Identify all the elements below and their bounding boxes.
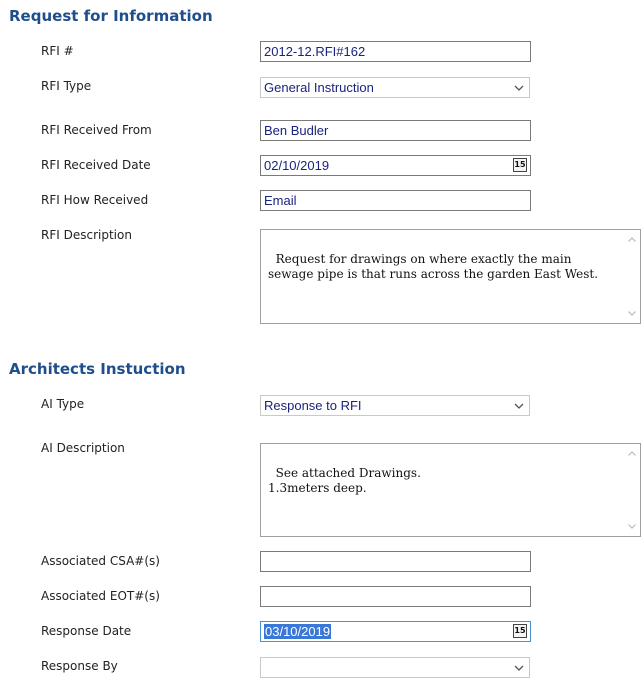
ai-type-select[interactable] (260, 395, 530, 416)
ai-description-textarea[interactable] (260, 443, 641, 537)
rfi-type-select[interactable] (260, 77, 530, 98)
rfi-received-from-label: RFI Received From (41, 123, 152, 137)
rfi-number-label: RFI # (41, 44, 74, 58)
rfi-received-date-field[interactable] (260, 155, 531, 176)
rfi-received-date-label: RFI Received Date (41, 158, 151, 172)
rfi-description-textarea[interactable] (260, 229, 641, 324)
calendar-icon[interactable]: 15 (513, 158, 527, 172)
ai-description-label: AI Description (41, 441, 125, 455)
rfi-received-from-field[interactable]: Ben Budler (260, 120, 531, 141)
rfi-type-label: RFI Type (41, 79, 92, 93)
rfi-received-date-value: 02/10/2019 (264, 158, 330, 173)
scroll-down-icon[interactable] (628, 311, 636, 316)
ai-type-label: AI Type (41, 397, 85, 411)
response-date-label: Response Date (41, 624, 132, 638)
chevron-down-icon (513, 659, 525, 676)
rfi-how-received-label: RFI How Received (41, 193, 149, 207)
ai-section-title: Architects Instuction (9, 360, 186, 378)
calendar-icon[interactable]: 15 (513, 624, 527, 638)
response-date-value: 03/10/2019 (265, 624, 331, 639)
rfi-number-field[interactable]: 2012-12.RFI#162 (260, 41, 531, 62)
scroll-up-icon[interactable] (628, 451, 636, 456)
chevron-down-icon (513, 79, 525, 96)
rfi-description-scrollbar[interactable] (626, 232, 638, 321)
rfi-description-label: RFI Description (41, 228, 132, 242)
eot-label: Associated EOT#(s) (41, 589, 160, 603)
response-by-select[interactable] (260, 657, 530, 678)
ai-description-scrollbar[interactable] (626, 446, 638, 534)
ai-type-value: Response to RFI (264, 398, 362, 413)
rfi-section-title: Request for Information (9, 7, 213, 25)
ai-description-text: See attached Drawings. 1.3meters deep. (268, 466, 421, 495)
eot-field[interactable] (260, 586, 531, 607)
response-date-field[interactable] (260, 621, 531, 642)
scroll-down-icon[interactable] (628, 524, 636, 529)
rfi-how-received-field[interactable]: Email (260, 190, 531, 211)
rfi-description-text: Request for drawings on where exactly the main sewage pipe is that runs across the garden East West. (268, 252, 599, 281)
chevron-down-icon (513, 397, 525, 414)
scroll-up-icon[interactable] (628, 237, 636, 242)
rfi-type-value: General Instruction (264, 80, 374, 95)
csa-label: Associated CSA#(s) (41, 554, 160, 568)
response-by-label: Response By (41, 659, 118, 673)
csa-field[interactable] (260, 551, 531, 572)
